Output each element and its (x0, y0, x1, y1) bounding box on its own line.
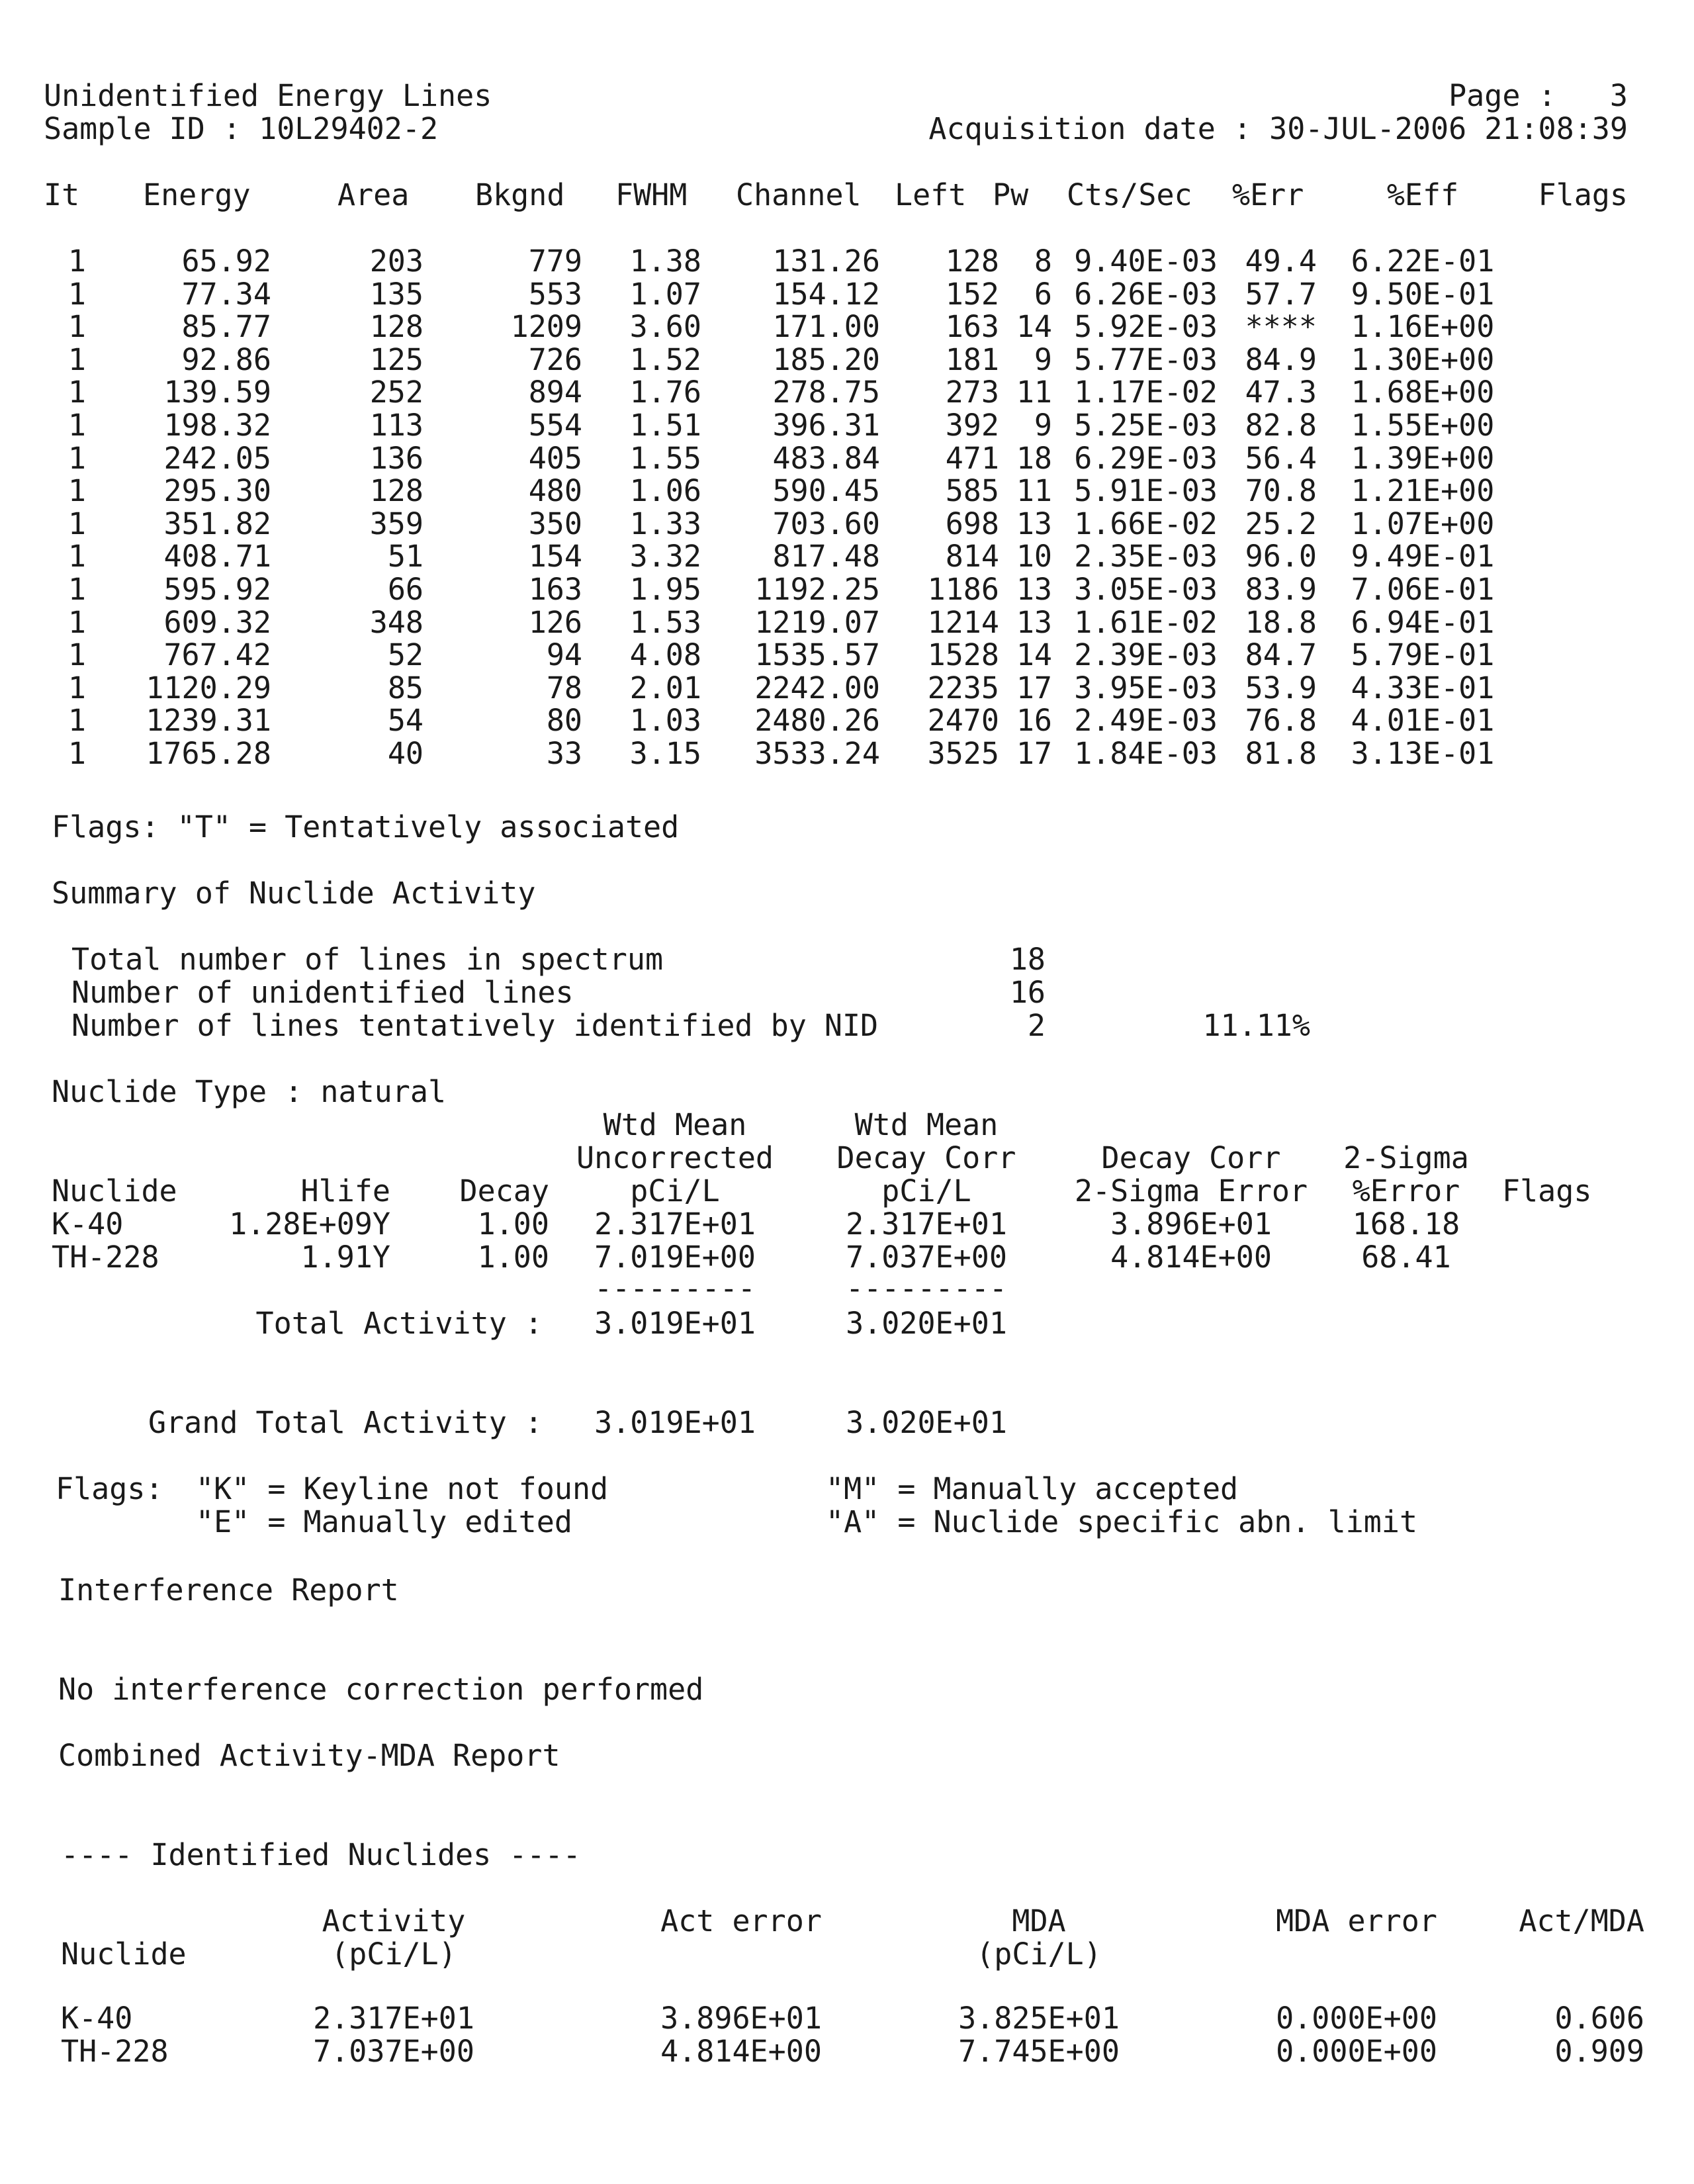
nuclide-name: TH-228 (52, 1240, 159, 1275)
lines-col-cts-sec: Cts/Sec (1067, 177, 1192, 212)
table-cell: 894 (528, 375, 582, 410)
table-cell: 1.16E+00 (1351, 309, 1495, 345)
table-cell: 1.06 (629, 473, 701, 509)
table-cell: 203 (369, 244, 424, 279)
table-cell: 57.7 (1245, 276, 1317, 312)
table-cell: 1.33 (629, 506, 701, 541)
combined-nuclide: TH-228 (61, 2034, 169, 2069)
table-cell: 1.38 (629, 244, 701, 279)
col-pci-uncorrected: pCi/L (630, 1173, 720, 1208)
table-cell: 553 (528, 276, 582, 312)
table-cell: 171.00 (772, 309, 880, 345)
table-cell: 3525 (927, 736, 999, 771)
table-cell: 56.4 (1245, 440, 1317, 476)
table-cell: 85.77 (181, 309, 271, 345)
table-cell: 2.01 (629, 670, 701, 705)
table-cell: 1.76 (629, 375, 701, 410)
table-cell: 18 (1016, 440, 1052, 476)
table-cell: 1 (67, 276, 86, 312)
table-cell: 2.35E-03 (1074, 539, 1218, 574)
table-cell: 1 (67, 670, 86, 705)
table-cell: 1.21E+00 (1351, 473, 1495, 509)
table-cell: 5.25E-03 (1074, 408, 1218, 443)
total-activity-label: Total Activity : (255, 1306, 543, 1341)
table-cell: 81.8 (1245, 736, 1317, 771)
lines-col-it: It (44, 177, 80, 212)
interference-note: No interference correction performed (58, 1672, 704, 1707)
table-cell: 53.9 (1245, 670, 1317, 705)
table-cell: 3.13E-01 (1351, 736, 1495, 771)
lines-col-area: Area (337, 177, 410, 212)
grand-total-label: Grand Total Activity : (148, 1405, 543, 1440)
head-wtd-mean-1: Wtd Mean (603, 1107, 747, 1142)
table-cell: 4.01E-01 (1351, 703, 1495, 739)
table-cell: 9 (1034, 341, 1052, 377)
summary-value: 16 (1009, 975, 1046, 1010)
table-cell: 2470 (927, 703, 999, 739)
table-cell: 1 (67, 572, 86, 607)
col-mda: MDA (1012, 1903, 1066, 1938)
table-cell: 11 (1016, 375, 1052, 410)
table-cell: 1.66E-02 (1074, 506, 1218, 541)
combined-nuclide: K-40 (61, 2001, 133, 2036)
nuclide-pct-error: 168.18 (1352, 1206, 1460, 1242)
table-cell: 1765.28 (146, 736, 271, 771)
table-cell: 3533.24 (754, 736, 880, 771)
combined-activity: 7.037E+00 (313, 2034, 474, 2069)
total-activity-uncorrected: 3.019E+01 (594, 1306, 756, 1341)
table-cell: 2.39E-03 (1074, 637, 1218, 673)
table-cell: **** (1245, 309, 1317, 345)
col-combined-nuclide: Nuclide (61, 1936, 187, 1972)
table-cell: 5.79E-01 (1351, 637, 1495, 673)
nuclide-pct-error: 68.41 (1361, 1240, 1451, 1275)
table-cell: 767.42 (163, 637, 271, 673)
head-decay-corr: Decay Corr (836, 1140, 1016, 1175)
table-cell: 10 (1016, 539, 1052, 574)
table-cell: 128 (945, 244, 999, 279)
table-cell: 14 (1016, 637, 1052, 673)
table-cell: 595.92 (163, 572, 271, 607)
table-cell: 3.95E-03 (1074, 670, 1218, 705)
lines-col-eff: %Eff (1386, 177, 1459, 212)
table-cell: 703.60 (772, 506, 880, 541)
table-cell: 82.8 (1245, 408, 1317, 443)
summary-value: 18 (1009, 942, 1046, 977)
col-mda-error: MDA error (1276, 1903, 1437, 1938)
table-cell: 392 (945, 408, 999, 443)
table-cell: 3.60 (629, 309, 701, 345)
table-cell: 4.33E-01 (1351, 670, 1495, 705)
table-cell: 154.12 (772, 276, 880, 312)
table-cell: 1 (67, 604, 86, 640)
table-cell: 13 (1016, 604, 1052, 640)
table-cell: 18.8 (1245, 604, 1317, 640)
grand-total-decay-corr: 3.020E+01 (846, 1405, 1007, 1440)
table-cell: 135 (369, 276, 424, 312)
interference-title: Interference Report (58, 1572, 399, 1608)
table-cell: 1192.25 (754, 572, 880, 607)
nuclide-uncorrected: 2.317E+01 (594, 1206, 756, 1242)
table-cell: 278.75 (772, 375, 880, 410)
acquisition-date: Acquisition date : 30-JUL-2006 21:08:39 (928, 111, 1628, 146)
combined-title: Combined Activity-MDA Report (58, 1738, 560, 1773)
table-cell: 8 (1034, 244, 1052, 279)
table-cell: 726 (528, 341, 582, 377)
col-activity-unit: (pCi/L) (331, 1936, 457, 1972)
col-act-error: Act error (660, 1903, 822, 1938)
table-cell: 817.48 (772, 539, 880, 574)
nuclide-decay-corr: 7.037E+00 (846, 1240, 1007, 1275)
summary-percent: 11.11% (1202, 1008, 1310, 1043)
table-cell: 70.8 (1245, 473, 1317, 509)
table-cell: 40 (387, 736, 424, 771)
table-cell: 163 (528, 572, 582, 607)
table-cell: 1214 (927, 604, 999, 640)
table-cell: 408.71 (163, 539, 271, 574)
table-cell: 3.05E-03 (1074, 572, 1218, 607)
table-cell: 590.45 (772, 473, 880, 509)
table-cell: 6.94E-01 (1351, 604, 1495, 640)
table-cell: 154 (528, 539, 582, 574)
flag-k: "K" = Keyline not found (196, 1471, 609, 1506)
table-cell: 1 (67, 539, 86, 574)
head-decay-corr-2: Decay Corr (1101, 1140, 1281, 1175)
table-cell: 585 (945, 473, 999, 509)
grand-total-uncorrected: 3.019E+01 (594, 1405, 756, 1440)
table-cell: 66 (387, 572, 424, 607)
col-pci-decay-corr: pCi/L (881, 1173, 971, 1208)
table-cell: 1 (67, 506, 86, 541)
summary-label: Number of unidentified lines (71, 975, 574, 1010)
combined-activity: 2.317E+01 (313, 2001, 474, 2036)
flag-m: "M" = Manually accepted (826, 1471, 1239, 1506)
table-cell: 94 (546, 637, 582, 673)
table-cell: 152 (945, 276, 999, 312)
table-cell: 13 (1016, 572, 1052, 607)
table-cell: 554 (528, 408, 582, 443)
table-cell: 136 (369, 440, 424, 476)
table-cell: 1.53 (629, 604, 701, 640)
table-cell: 1.61E-02 (1074, 604, 1218, 640)
nuclide-decay: 1.00 (477, 1206, 549, 1242)
table-cell: 33 (546, 736, 582, 771)
dashes-uncorrected: --------- (594, 1271, 756, 1306)
lines-col-pw: Pw (993, 177, 1029, 212)
table-cell: 185.20 (772, 341, 880, 377)
summary-title: Summary of Nuclide Activity (52, 876, 536, 911)
col-hlife: Hlife (300, 1173, 390, 1208)
table-cell: 128 (369, 473, 424, 509)
table-cell: 65.92 (181, 244, 271, 279)
table-cell: 6.22E-01 (1351, 244, 1495, 279)
table-cell: 9.50E-01 (1351, 276, 1495, 312)
table-cell: 131.26 (772, 244, 880, 279)
report-title: Unidentified Energy Lines (44, 78, 492, 113)
table-cell: 1.07 (629, 276, 701, 312)
nuclide-decay-corr: 2.317E+01 (846, 1206, 1007, 1242)
table-cell: 1.30E+00 (1351, 341, 1495, 377)
table-cell: 814 (945, 539, 999, 574)
sample-id: Sample ID : 10L29402-2 (44, 111, 439, 146)
table-cell: 1 (67, 440, 86, 476)
head-wtd-mean-2: Wtd Mean (854, 1107, 999, 1142)
table-cell: 17 (1016, 670, 1052, 705)
table-cell: 1 (67, 375, 86, 410)
table-cell: 295.30 (163, 473, 271, 509)
combined-mda: 7.745E+00 (958, 2034, 1120, 2069)
table-cell: 1120.29 (146, 670, 271, 705)
table-cell: 1 (67, 473, 86, 509)
col-flags: Flags (1502, 1173, 1592, 1208)
table-cell: 6 (1034, 276, 1052, 312)
table-cell: 47.3 (1245, 375, 1317, 410)
table-cell: 348 (369, 604, 424, 640)
table-cell: 7.06E-01 (1351, 572, 1495, 607)
table-cell: 11 (1016, 473, 1052, 509)
table-cell: 1.55E+00 (1351, 408, 1495, 443)
table-cell: 1.03 (629, 703, 701, 739)
table-cell: 351.82 (163, 506, 271, 541)
table-cell: 405 (528, 440, 582, 476)
summary-value: 2 (1027, 1008, 1046, 1043)
table-cell: 17 (1016, 736, 1052, 771)
table-cell: 113 (369, 408, 424, 443)
table-cell: 2.49E-03 (1074, 703, 1218, 739)
table-cell: 14 (1016, 309, 1052, 345)
table-cell: 76.8 (1245, 703, 1317, 739)
table-cell: 54 (387, 703, 424, 739)
table-cell: 252 (369, 375, 424, 410)
table-cell: 1 (67, 736, 86, 771)
table-cell: 6.29E-03 (1074, 440, 1218, 476)
table-cell: 779 (528, 244, 582, 279)
table-cell: 2242.00 (754, 670, 880, 705)
table-cell: 1239.31 (146, 703, 271, 739)
table-cell: 273 (945, 375, 999, 410)
table-cell: 359 (369, 506, 424, 541)
table-cell: 25.2 (1245, 506, 1317, 541)
table-cell: 1.17E-02 (1074, 375, 1218, 410)
nuclide-name: K-40 (52, 1206, 124, 1242)
table-cell: 1.55 (629, 440, 701, 476)
col-nuclide: Nuclide (52, 1173, 177, 1208)
combined-act-error: 3.896E+01 (660, 2001, 822, 2036)
table-cell: 163 (945, 309, 999, 345)
table-cell: 2235 (927, 670, 999, 705)
table-cell: 139.59 (163, 375, 271, 410)
table-cell: 483.84 (772, 440, 880, 476)
col-activity: Activity (322, 1903, 466, 1938)
table-cell: 480 (528, 473, 582, 509)
table-cell: 1219.07 (754, 604, 880, 640)
identified-nuclides-subtitle: ---- Identified Nuclides ---- (61, 1837, 581, 1872)
table-cell: 1.84E-03 (1074, 736, 1218, 771)
table-cell: 84.9 (1245, 341, 1317, 377)
nuclide-hlife: 1.28E+09Y (229, 1206, 390, 1242)
lines-col-err: %Err (1232, 177, 1304, 212)
table-cell: 350 (528, 506, 582, 541)
lines-col-energy: Energy (143, 177, 251, 212)
table-cell: 125 (369, 341, 424, 377)
flag-a: "A" = Nuclide specific abn. limit (826, 1504, 1418, 1539)
table-cell: 9.40E-03 (1074, 244, 1218, 279)
table-cell: 5.91E-03 (1074, 473, 1218, 509)
table-cell: 1209 (510, 309, 582, 345)
table-cell: 16 (1016, 703, 1052, 739)
lines-col-fwhm: FWHM (615, 177, 688, 212)
table-cell: 3.32 (629, 539, 701, 574)
table-cell: 1.95 (629, 572, 701, 607)
combined-mda: 3.825E+01 (958, 2001, 1120, 2036)
flag-e: "E" = Manually edited (196, 1504, 572, 1539)
lines-col-channel: Channel (736, 177, 862, 212)
table-cell: 9 (1034, 408, 1052, 443)
table-cell: 126 (528, 604, 582, 640)
table-cell: 3.15 (629, 736, 701, 771)
nuclide-type: Nuclide Type : natural (52, 1074, 447, 1109)
table-cell: 96.0 (1245, 539, 1317, 574)
table-cell: 609.32 (163, 604, 271, 640)
table-cell: 1186 (927, 572, 999, 607)
table-cell: 2480.26 (754, 703, 880, 739)
table-cell: 242.05 (163, 440, 271, 476)
lines-col-flags: Flags (1538, 177, 1628, 212)
table-cell: 198.32 (163, 408, 271, 443)
page-number: Page : 3 (1449, 78, 1628, 113)
flags-legend-prefix: Flags: (56, 1471, 163, 1506)
total-activity-decay-corr: 3.020E+01 (846, 1306, 1007, 1341)
lines-col-bkgnd: Bkgnd (475, 177, 565, 212)
col-2-sigma-error: 2-Sigma Error (1074, 1173, 1308, 1208)
flags-note: Flags: "T" = Tentatively associated (52, 809, 680, 844)
dashes-decay-corr: --------- (846, 1271, 1007, 1306)
nuclide-hlife: 1.91Y (300, 1240, 390, 1275)
table-cell: 9.49E-01 (1351, 539, 1495, 574)
col-pct-error: %Error (1352, 1173, 1460, 1208)
table-cell: 1.68E+00 (1351, 375, 1495, 410)
table-cell: 1 (67, 408, 86, 443)
table-cell: 5.92E-03 (1074, 309, 1218, 345)
table-cell: 92.86 (181, 341, 271, 377)
summary-label: Number of lines tentatively identified by NID (71, 1008, 879, 1043)
table-cell: 1 (67, 244, 86, 279)
table-cell: 1 (67, 703, 86, 739)
table-cell: 77.34 (181, 276, 271, 312)
table-cell: 51 (387, 539, 424, 574)
table-cell: 13 (1016, 506, 1052, 541)
table-cell: 52 (387, 637, 424, 673)
nuclide-decay: 1.00 (477, 1240, 549, 1275)
table-cell: 1.07E+00 (1351, 506, 1495, 541)
table-cell: 698 (945, 506, 999, 541)
table-cell: 78 (546, 670, 582, 705)
combined-mda-error: 0.000E+00 (1276, 2034, 1437, 2069)
table-cell: 49.4 (1245, 244, 1317, 279)
summary-label: Total number of lines in spectrum (71, 942, 664, 977)
table-cell: 1 (67, 341, 86, 377)
lines-col-left: Left (895, 177, 967, 212)
head-2-sigma: 2-Sigma (1343, 1140, 1469, 1175)
col-act-mda: Act/MDA (1519, 1903, 1644, 1938)
table-cell: 396.31 (772, 408, 880, 443)
table-cell: 85 (387, 670, 424, 705)
table-cell: 84.7 (1245, 637, 1317, 673)
table-cell: 83.9 (1245, 572, 1317, 607)
table-cell: 471 (945, 440, 999, 476)
nuclide-2-sigma-error: 4.814E+00 (1110, 1240, 1272, 1275)
table-cell: 128 (369, 309, 424, 345)
table-cell: 1 (67, 309, 86, 345)
combined-act-mda: 0.606 (1554, 2001, 1644, 2036)
combined-mda-error: 0.000E+00 (1276, 2001, 1437, 2036)
table-cell: 6.26E-03 (1074, 276, 1218, 312)
table-cell: 1535.57 (754, 637, 880, 673)
table-cell: 5.77E-03 (1074, 341, 1218, 377)
table-cell: 4.08 (629, 637, 701, 673)
combined-act-error: 4.814E+00 (660, 2034, 822, 2069)
table-cell: 1528 (927, 637, 999, 673)
table-cell: 1.39E+00 (1351, 440, 1495, 476)
col-mda-unit: (pCi/L) (976, 1936, 1102, 1972)
table-cell: 181 (945, 341, 999, 377)
head-uncorrected: Uncorrected (576, 1140, 774, 1175)
nuclide-uncorrected: 7.019E+00 (594, 1240, 756, 1275)
table-cell: 1.51 (629, 408, 701, 443)
table-cell: 1 (67, 637, 86, 673)
combined-act-mda: 0.909 (1554, 2034, 1644, 2069)
nuclide-2-sigma-error: 3.896E+01 (1110, 1206, 1272, 1242)
table-cell: 1.52 (629, 341, 701, 377)
table-cell: 80 (546, 703, 582, 739)
col-decay: Decay (459, 1173, 549, 1208)
